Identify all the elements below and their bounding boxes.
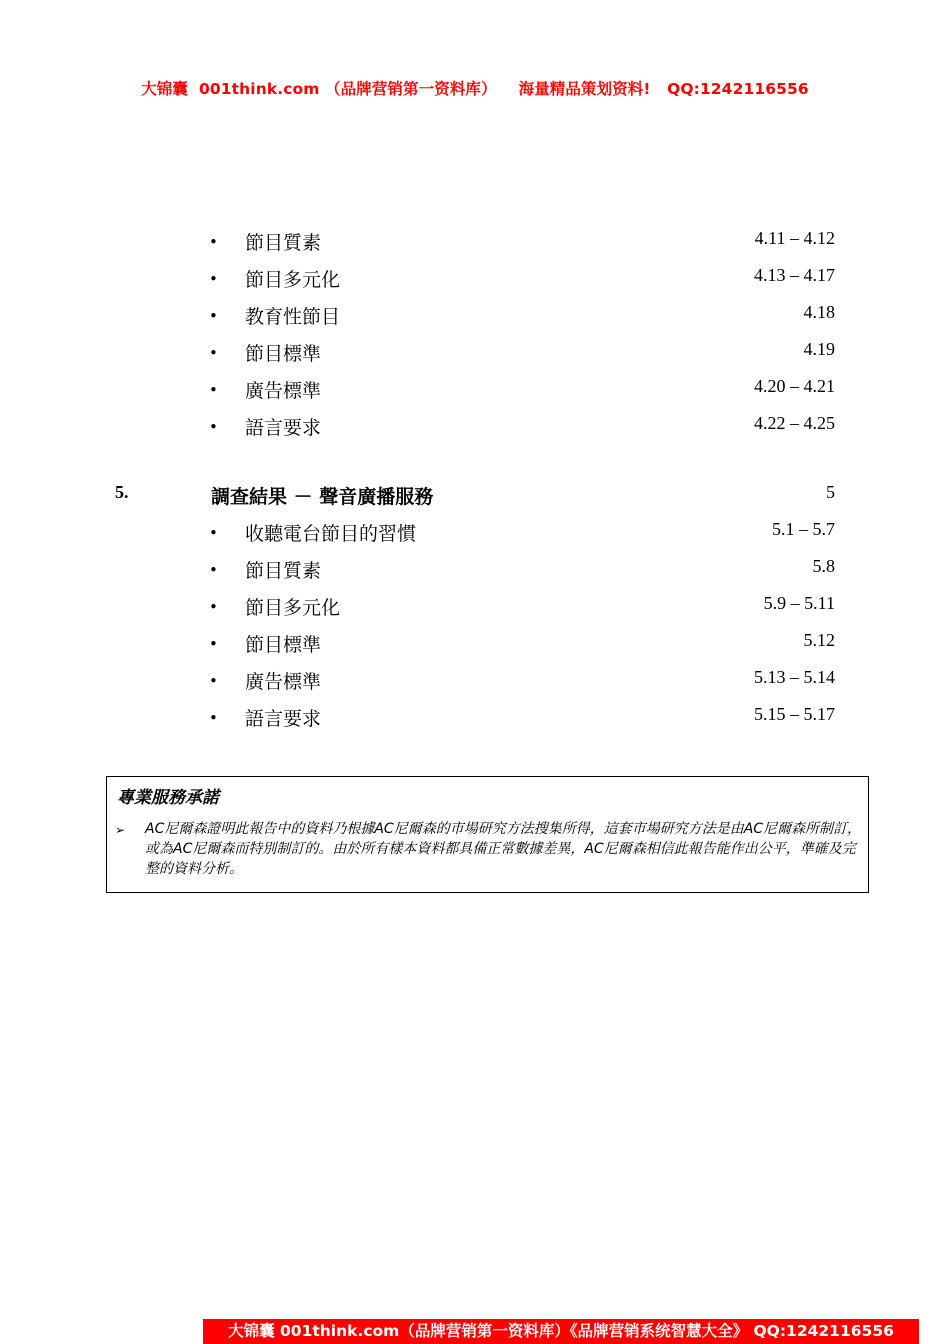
- toc-item: [0, 669, 950, 695]
- bullet: •: [209, 598, 218, 616]
- toc-item-page: 4.13 – 4.17: [754, 265, 835, 285]
- commitment-box: [106, 776, 869, 893]
- toc-item-label: 收聽電台節目的習慣: [245, 523, 417, 545]
- toc-item: [0, 558, 950, 584]
- toc-item-page: 5.1 – 5.7: [772, 519, 835, 539]
- bullet: •: [209, 672, 218, 690]
- toc-item-page: 4.20 – 4.21: [754, 376, 835, 396]
- toc-item-label: 廣告標準: [245, 380, 322, 402]
- toc-item: [0, 341, 950, 367]
- toc-item-page: 5.13 – 5.14: [754, 667, 835, 687]
- toc-item: [0, 415, 950, 441]
- bullet: •: [209, 307, 218, 325]
- header-banner: 大锦囊 001think.com （品牌营销第一资料库） 海量精品策划资料! QQ:1242116556: [141, 80, 809, 98]
- footer-banner: 大锦囊 001think.com（品牌营销第一资料库）《品牌营销系统智慧大全》 QQ:1242116556: [203, 1319, 919, 1344]
- arrow-bullet-icon: ➢: [115, 823, 126, 837]
- bullet: •: [209, 418, 218, 436]
- toc-item: [0, 378, 950, 404]
- bullet: •: [209, 635, 218, 653]
- toc-item-page: 5.12: [803, 630, 835, 650]
- toc-item-label: 節目標準: [245, 343, 322, 365]
- toc-item-page: 4.22 – 4.25: [754, 413, 835, 433]
- toc-item: [0, 267, 950, 293]
- toc-item-label: 語言要求: [245, 708, 322, 730]
- bullet: •: [209, 381, 218, 399]
- bullet: •: [209, 344, 218, 362]
- toc-item-label: 節目標準: [245, 634, 322, 656]
- toc-item-page: 5.9 – 5.11: [763, 593, 835, 613]
- toc-item-label: 教育性節目: [245, 306, 341, 328]
- toc-item: [0, 595, 950, 621]
- section-page: 5: [826, 482, 835, 502]
- toc-item-label: 節目質素: [245, 560, 322, 582]
- bullet: •: [209, 270, 218, 288]
- toc-item: [0, 521, 950, 547]
- commitment-text: AC尼爾森證明此報告中的資料乃根據AC尼爾森的市場研究方法搜集所得，這套市場研究方法是由AC尼爾森所制訂，或為AC尼爾森而特別制訂的。由於所有樣本資料都具備正常數據差異，AC尼爾森相信此報告能作出公平，準確及完整的資料分析。: [145, 821, 862, 877]
- toc-item-page: 4.11 – 4.12: [754, 228, 835, 248]
- bullet: •: [209, 709, 218, 727]
- toc-item-label: 節目多元化: [245, 269, 341, 291]
- toc-item: [0, 304, 950, 330]
- section-heading: [0, 484, 950, 510]
- toc-item-label: 語言要求: [245, 417, 322, 439]
- bullet: •: [209, 524, 218, 542]
- toc-item-label: 廣告標準: [245, 671, 322, 693]
- toc-item: [0, 706, 950, 732]
- toc-item-page: 5.15 – 5.17: [754, 704, 835, 724]
- toc-item: [0, 632, 950, 658]
- toc-item-label: 節目質素: [245, 232, 322, 254]
- bullet: •: [209, 561, 218, 579]
- toc-item-page: 5.8: [812, 556, 835, 576]
- toc-item-page: 4.18: [803, 302, 835, 322]
- toc-item-label: 節目多元化: [245, 597, 341, 619]
- commitment-title: 專業服務承諾: [117, 788, 219, 808]
- bullet: •: [209, 233, 218, 251]
- toc-item-page: 4.19: [803, 339, 835, 359]
- section-number: 5.: [115, 482, 129, 502]
- toc-item: [0, 230, 950, 256]
- section-title: 調查結果 － 聲音廣播服務: [211, 486, 434, 508]
